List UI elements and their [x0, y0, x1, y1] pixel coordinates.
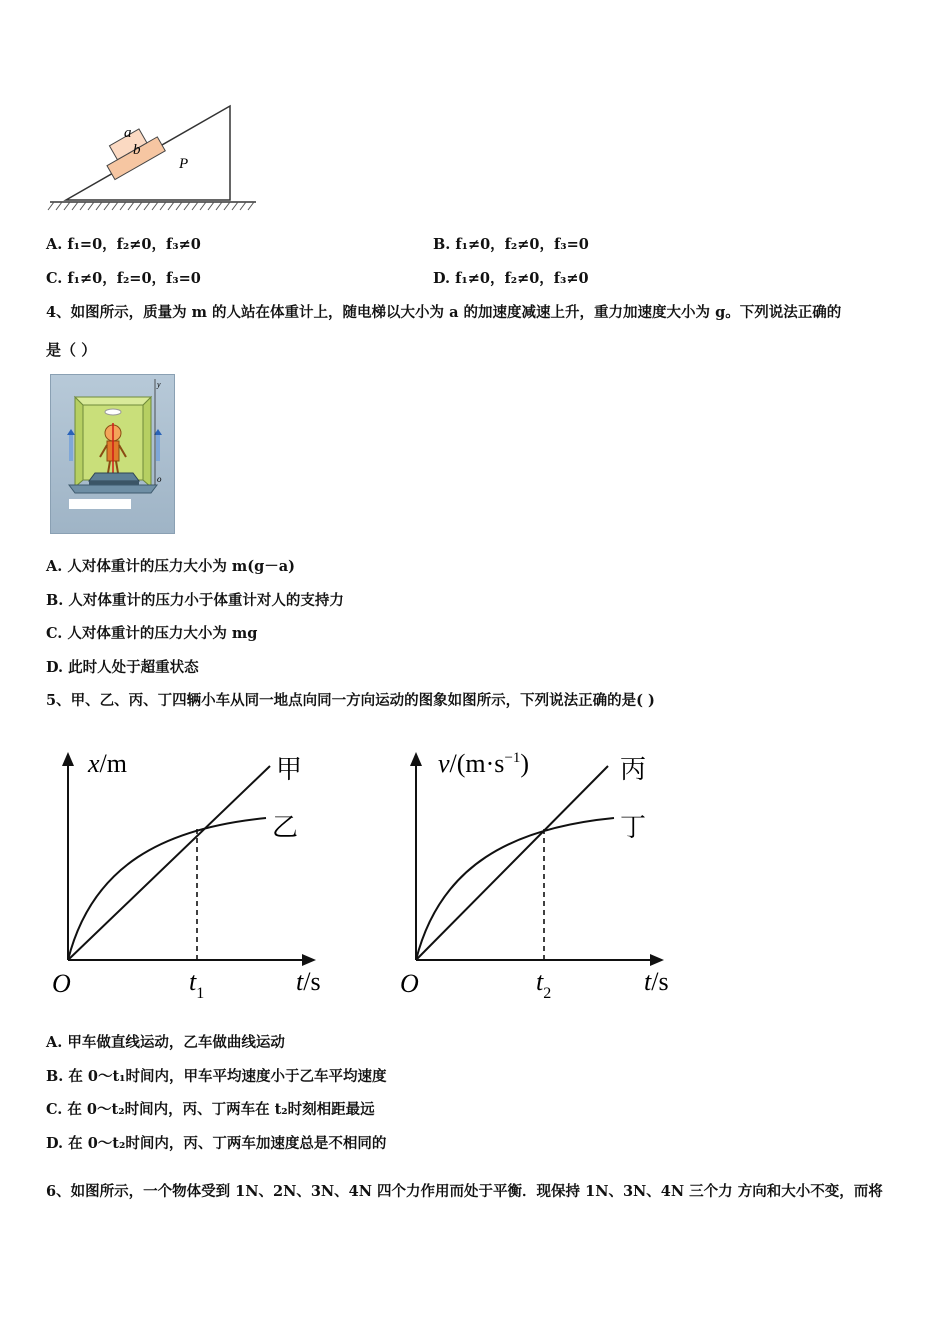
elevator-axis-o: o — [157, 474, 162, 484]
q4-option-b: B. 人对体重计的压力小于体重计对人的支持力 — [46, 592, 344, 609]
q4-stem-line2: 是（ ） — [46, 341, 97, 359]
elevator-figure — [50, 374, 175, 534]
elevator-axis-y: y — [157, 380, 161, 389]
q3-option-b: B. f₁≠0，f₂≠0，f₃=0 — [433, 236, 589, 253]
q4-option-a: A. 人对体重计的压力大小为 m(g－a) — [46, 558, 295, 575]
series-ding-label: 丁 — [620, 813, 647, 842]
q5-stem: 5、甲、乙、丙、丁四辆小车从同一地点向同一方向运动的图象如图所示，下列说法正确的是( ) — [46, 692, 655, 709]
q3-option-c: C. f₁≠0，f₂=0，f₃=0 — [46, 270, 201, 287]
q5-option-a: A. 甲车做直线运动，乙车做曲线运动 — [46, 1034, 285, 1051]
series-jia-label: 甲 — [276, 755, 303, 784]
block-b-label: b — [133, 142, 141, 158]
incline-figure — [44, 98, 264, 216]
t1-tick-label: $t_1$ — [189, 967, 205, 1002]
vt-origin-label: O — [400, 969, 419, 998]
vt-graph — [392, 740, 692, 1010]
series-jia-line — [68, 766, 270, 960]
xt-x-label: t/s — [296, 967, 321, 996]
series-bing-line — [416, 766, 608, 960]
xt-y-label: x/m — [88, 749, 127, 778]
block-a-label: a — [124, 125, 132, 141]
xt-origin-label: O — [52, 969, 71, 998]
q3-option-a: A. f₁=0，f₂≠0，f₃≠0 — [46, 236, 201, 253]
vt-x-label: t/s — [644, 967, 669, 996]
series-yi-label: 乙 — [272, 813, 299, 842]
q4-option-c: C. 人对体重计的压力大小为 mg — [46, 625, 258, 642]
q4-option-d: D. 此时人处于超重状态 — [46, 659, 199, 676]
q4-stem-line1: 4、如图所示，质量为 m 的人站在体重计上，随电梯以大小为 a 的加速度减速上升，重力加速度大小为 g。下列说法正确的 — [46, 304, 842, 321]
q3-option-d: D. f₁≠0，f₂≠0，f₃≠0 — [433, 270, 589, 287]
series-ding-curve — [416, 818, 614, 960]
q5-option-d: D. 在 0～t₂时间内，丙、丁两车加速度总是不相同的 — [46, 1135, 387, 1152]
series-bing-label: 丙 — [620, 755, 647, 784]
q5-option-c: C. 在 0～t₂时间内，丙、丁两车在 t₂时刻相距最远 — [46, 1101, 375, 1118]
xt-graph — [44, 740, 344, 1010]
vt-y-label: $v/(m\cdot s^{-1})$ — [438, 749, 530, 778]
t2-tick-label: $t_2$ — [536, 967, 552, 1002]
q5-option-b: B. 在 0～t₁时间内，甲车平均速度小于乙车平均速度 — [46, 1068, 387, 1085]
q6-stem: 6、如图所示，一个物体受到 1N、2N、3N、4N 四个力作用而处于平衡．现保持 1N、3N、4N 三个力 方向和大小不变，而将 — [46, 1183, 883, 1200]
incline-label-p: P — [179, 156, 189, 172]
series-yi-curve — [68, 818, 266, 960]
